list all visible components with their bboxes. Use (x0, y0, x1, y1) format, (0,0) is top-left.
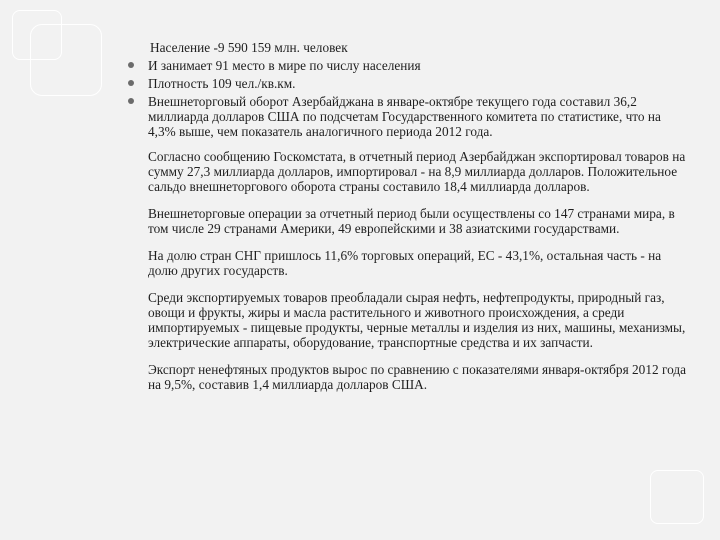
paragraph-cis-eu-share: На долю стран СНГ пришлось 11,6% торговых операций, ЕС - 43,1%, остальная часть - на долю других государств. (148, 248, 662, 278)
bullet-item (128, 58, 688, 73)
bullet-item (128, 76, 688, 91)
bullet-text: И занимает 91 место в мире по числу населения (148, 58, 421, 73)
paragraph-trade-partners: Внешнеторговые операции за отчетный период были осуществлены со 147 странами мира, в том числе 29 странами Америки, 49 европейскими и 38 азиатскими государствами. (148, 206, 675, 236)
slide-content (128, 40, 688, 392)
bullet-dot-icon (128, 98, 134, 104)
bullet-text: Плотность 109 чел./кв.км. (148, 76, 296, 91)
bullet-dot-icon (128, 80, 134, 86)
bullet-item (128, 94, 688, 139)
paragraph-non-oil-export: Экспорт ненефтяных продуктов вырос по сравнению с показателями января-октября 2012 года на 9,5%, составив 1,4 миллиарда долларов США. (148, 362, 686, 392)
paragraph-export-import: Согласно сообщению Госкомстата, в отчетный период Азербайджан экспортировал товаров на сумму 27,3 миллиарда долларов, импортировал - на 8,9 миллиарда долларов. Положительное сальдо внешнеторгового оборота страны составило 18,4 миллиарда долларов. (148, 149, 686, 194)
corner-decoration (30, 24, 102, 96)
bullet-text: Внешнеторговый оборот Азербайджана в январе-октябре текущего года составил 36,2 миллиарда долларов США по подсчетам Государственного комитета по статистике, что на 4,3% выше, чем показатель аналогичного периода 2012 года. (148, 94, 661, 139)
corner-decoration (650, 470, 704, 524)
bullet-dot-icon (128, 62, 134, 68)
paragraph-commodities: Среди экспортируемых товаров преобладали сырая нефть, нефтепродукты, природный газ, овощи и фрукты, жиры и масла растительного и животного происхождения, а среди импортируемых - пищевые продукты, черные металлы и изделия из них, машины, механизмы, электрические аппараты, оборудование, транспортные средства и их запчасти. (148, 290, 686, 350)
intro-line: Население -9 590 159 млн. человек (150, 40, 348, 55)
bullet-list (128, 58, 688, 139)
